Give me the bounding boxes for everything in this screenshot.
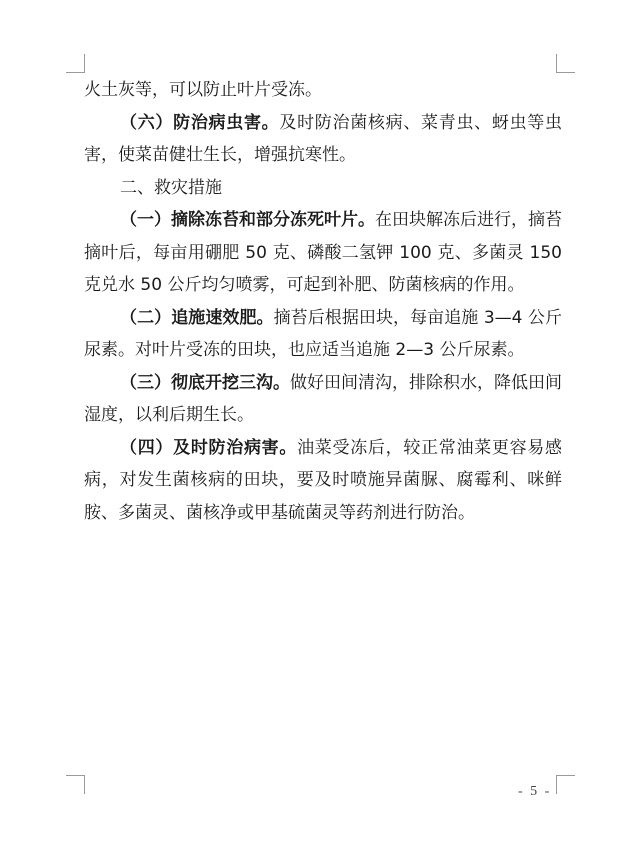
section-heading-relief-measures (84, 172, 562, 205)
paragraph-heading: （一）摘除冻苔和部分冻死叶片。 (120, 210, 375, 230)
paragraph-heading: （四）及时防治病害。 (120, 437, 298, 458)
paragraph-text: 火土灰等，可以防止叶片受冻。 (84, 80, 322, 100)
crop-mark-top-right (556, 54, 575, 73)
paragraph-text: 油菜受冻后，较正常油菜更容易感病，对发生菌核病的田块，要及时喷施异菌脲、腐霉利、咪鲜胺、多菌灵、菌核净或甲基硫菌灵等药剂进行防治。 (84, 437, 563, 523)
paragraph-text: 做好田间清沟，排除积水，降低田间湿度，以利后期生长。 (84, 372, 562, 425)
paragraph-continuation (84, 74, 562, 107)
body-text (84, 74, 562, 529)
paragraph-ditches (84, 367, 562, 432)
paragraph-remove-frozen (84, 204, 562, 302)
crop-mark-bottom-right (556, 775, 575, 794)
paragraph-text: 摘苔后根据田块，每亩追施 3—4 公斤尿素。对叶片受冻的田块，也应适当追施 2—3 公斤尿素。 (84, 307, 562, 360)
crop-mark-bottom-left (66, 775, 85, 794)
paragraph-heading: （三）彻底开挖三沟。 (120, 372, 290, 393)
paragraph-pest-control (84, 107, 562, 172)
section-heading-text: 二、救灾措施 (120, 177, 222, 198)
page-number: - 5 - (518, 784, 552, 799)
paragraph-heading: （六）防治病虫害。 (120, 112, 280, 133)
paragraph-text: 在田块解冻后进行，摘苔摘叶后，每亩用硼肥 50 克、磷酸二氢钾 100 克、多菌灵 150 克兑水 50 公斤均匀喷雾，可起到补肥、防菌核病的作用。 (84, 210, 562, 295)
paragraph-fertilizer (84, 302, 562, 367)
crop-mark-top-left (66, 54, 85, 73)
paragraph-disease-control (84, 432, 562, 530)
paragraph-heading: （二）追施速效肥。 (120, 307, 274, 328)
paragraph-text: 及时防治菌核病、菜青虫、蚜虫等虫害，使菜苗健壮生长，增强抗寒性。 (84, 112, 562, 165)
